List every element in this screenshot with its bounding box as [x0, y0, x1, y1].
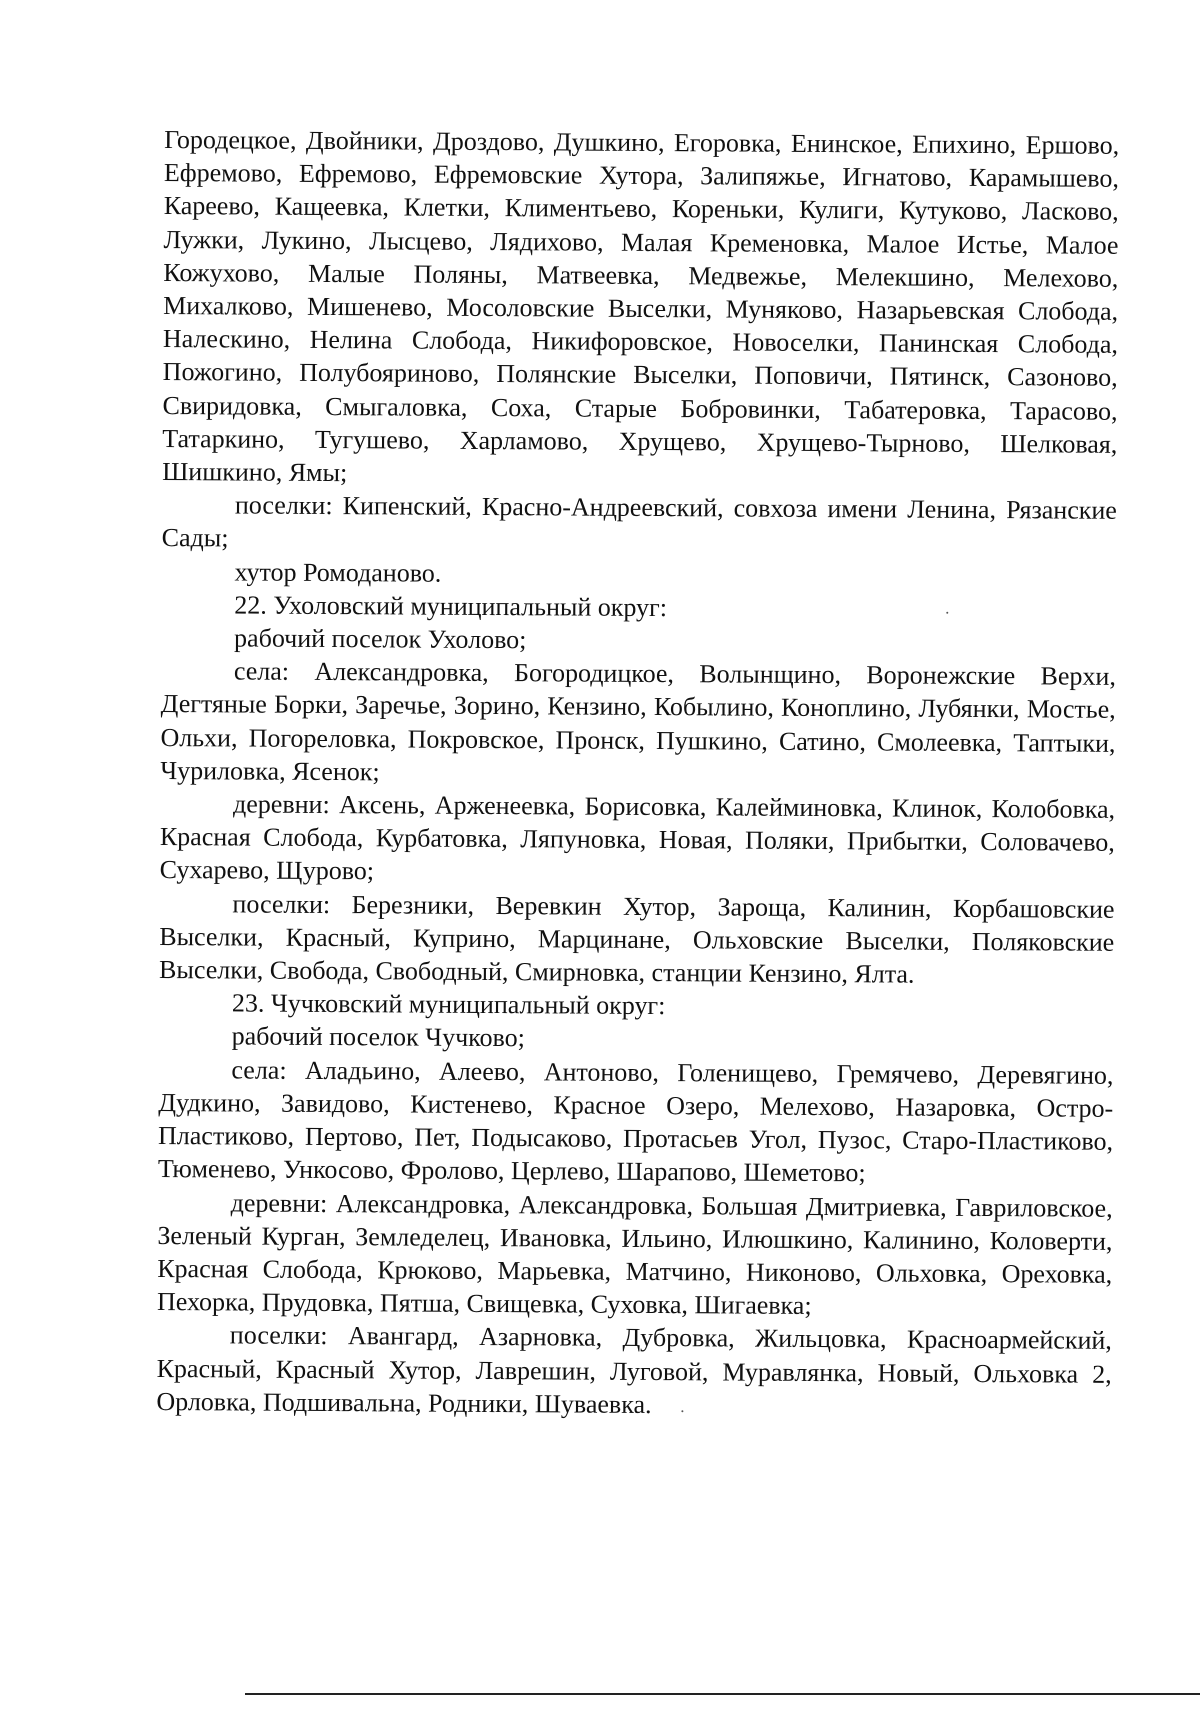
- paragraph-work-settlement-chuchkovo: рабочий поселок Чучково;: [231, 1021, 525, 1053]
- paragraph-settlements-chuchkovo: поселки: Авангард, Азарновка, Дубровка, Жильцовка, Красноармейский, Красный, Красный Хутор, Лаврешин, Луговой, Муравлянка, Новый, Ольховка 2, Орловка, Подшивальна, Родники, Шуваевка.: [156, 1320, 1112, 1419]
- scan-speck: [681, 1410, 683, 1412]
- paragraph-localities-continuation: Городецкое, Двойники, Дроздово, Душкино, Егоровка, Енинское, Епихино, Ершово, Ефремово, Ефремово, Ефремовские Хутора, Залипяжье, Игнатово, Карамышево, Кареево, Кащеевка, Клетки, Климентьево, Кореньки, Кулиги, Кутуково, Ласково, Лужки, Лукино, Лысцево, Лядихово, Малая Кременовка, Малое Истье, Малое Кожухово, Малые Поляны, Матвеевка, Медвежье, Мелекшино, Мелехово, Михалково, Мишенево, Мосоловские Выселки, Муняково, Назарьевская Слобода, Налескино, Нелина Слобода, Никифоровское, Новоселки, Панинская Слобода, Пожогино, Полубояриново, Полянские Выселки, Поповичи, Пятинск, Сазоново, Свиридовка, Смыгаловка, Соха, Старые Бобровинки, Табатеровка, Тарасово, Татаркино, Тугушево, Харламово, Хрущево, Хрущево-Тырново, Шелковая, Шишкино, Ямы;: [162, 125, 1120, 488]
- section-heading-22: 22. Ухоловский муниципальный округ:: [234, 590, 668, 622]
- scan-speck: [946, 612, 948, 614]
- paragraph-settlements-ukholovo: поселки: Березники, Веревкин Хутор, Зароща, Калинин, Корбашовские Выселки, Красный, Куприно, Марцинане, Ольховские Выселки, Поляковские Выселки, Свобода, Свободный, Смирновка, станции Кензино, Ялта.: [158, 889, 1115, 989]
- paragraph-work-settlement-ukholovo: рабочий поселок Ухолово;: [234, 623, 527, 655]
- paragraph-hamlets-ukholovo: деревни: Аксень, Арженеевка, Борисовка, Калейминовка, Клинок, Колобовка, Красная Слобода, Курбатовка, Ляпуновка, Новая, Поляки, Прибытки, Соловачево, Сухарево, Щурово;: [159, 789, 1116, 886]
- page-bottom-rule: [245, 1693, 1200, 1695]
- paragraph-hamlets-chuchkovo: деревни: Александровка, Александровка, Большая Дмитриевка, Гавриловское, Зеленый Курган, Земледелец, Ивановка, Ильино, Илюшкино, Калинино, Коловерти, Красная Слобода, Крюково, Марьевка, Матчино, Никоново, Ольховка, Ореховка, Пехорка, Прудовка, Пятша, Свищевка, Суховка, Шигаевка;: [156, 1187, 1113, 1321]
- paragraph-khutor: хутор Ромоданово.: [234, 557, 442, 588]
- document-body: [156, 123, 1119, 1424]
- paragraph-villages-chuchkovo: села: Аладьино, Алеево, Антоново, Голенищево, Гремячево, Деревягино, Дудкино, Завидово, Кистенево, Красное Озеро, Мелехово, Назаровка, Остро-Пластиково, Пертово, Пет, Подысаково, Протасьев Угол, Пузос, Старо-Пластиково, Тюменево, Ункосово, Фролово, Церлево, Шарапово, Шеметово;: [157, 1055, 1114, 1188]
- section-heading-23: 23. Чучковский муниципальный округ:: [231, 988, 666, 1021]
- paragraph-settlements-list: поселки: Кипенский, Красно-Андреевский, совхоза имени Ленина, Рязанские Сады;: [161, 490, 1117, 553]
- paragraph-villages-ukholovo: села: Александровка, Богородицкое, Волынщино, Воронежские Верхи, Дегтяные Борки, Заречье, Зорино, Кензино, Кобылино, Коноплино, Лубянки, Мостье, Ольхи, Погореловка, Покровское, Пронск, Пушкино, Сатино, Смолеевка, Таптыки, Чуриловка, Ясенок;: [160, 656, 1116, 787]
